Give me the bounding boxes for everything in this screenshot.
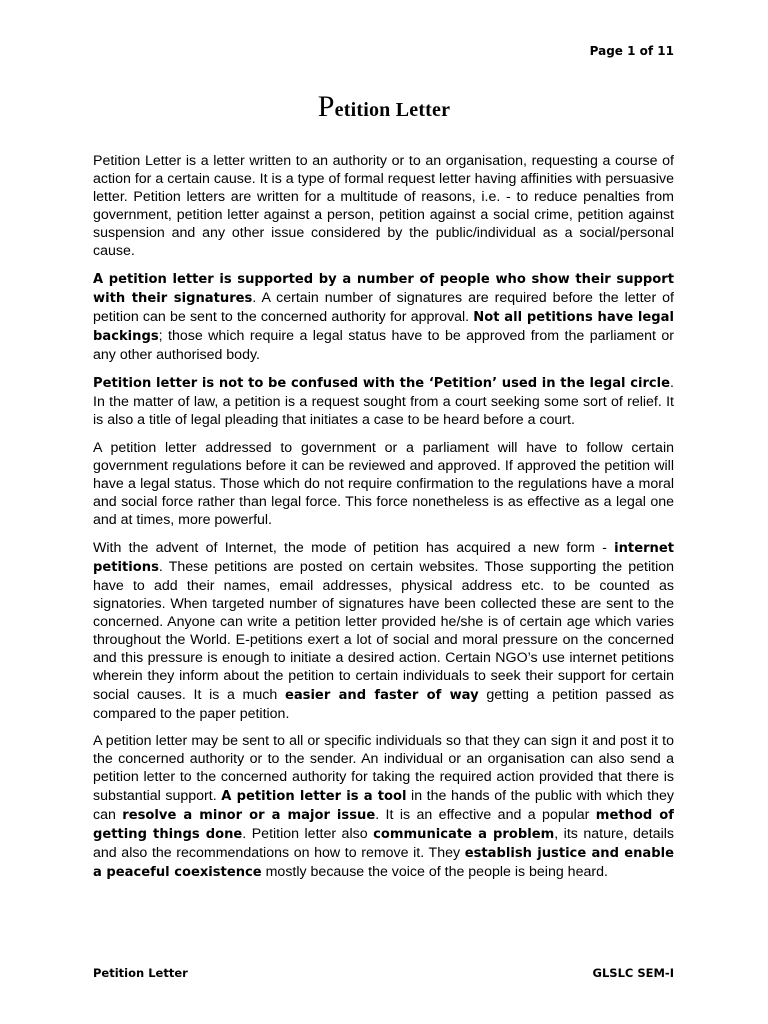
body-text: A petition letter may be sent to all or specific individuals so that they can sign it and post it to the concerned authority or to the sender. An individual or an organisation can also send a petition letter to the concerned authority for taking the required action provided that there is substantial support. — [93, 733, 674, 804]
body-text: Petition Letter is a letter written to an authority or to an organisation, requesting a course of action for a certain cause. It is a type of formal request letter having affinities with persuasive letter. Petition letters are written for a multitude of reasons, i.e. - to reduce penalties from government, petition letter against a person, petition against a social crime, petition against suspension and any other issue considered by the public/individual as a social/personal cause. — [93, 153, 674, 260]
body-text: , its nature, details and also the recommendations on how to remove it. They — [93, 825, 675, 861]
emphasis-text: communicate a problem — [373, 826, 555, 842]
emphasis-text: resolve a minor or a major issue — [122, 807, 376, 823]
title-initial: P — [317, 90, 335, 123]
body-text: A petition letter addressed to government or a parliament will have to follow certain government regulations before it can be reviewed and approved. If approved the petition will have a legal status. Those which do not require confirmation to the regulations have a moral and social force rather than legal force. This force nonetheless is as effective as a legal one and at times, more powerful. — [93, 439, 674, 529]
title-rest: etition Letter — [334, 99, 451, 121]
paragraph — [93, 270, 674, 364]
emphasis-text: Not all petitions have legal backings — [93, 310, 674, 345]
document-body — [93, 152, 674, 891]
body-text: in the hands of the public with which they can — [93, 787, 675, 823]
body-text: . These petitions are posted on certain websites. Those supporting the petition have to add their names, email addresses, physical address etc. to be counted as signatories. When targeted number of signatures have been collected these are sent to the concerned. Anyone can write a petition letter provided he/she is of certain age which varies throughout the World. E-petitions exert a lot of social and moral pressure on the concerned and this pressure is enough to initiate a desired action. Certain NGO’s use internet petitions wherein they inform about the petition to certain individuals to seek their support for certain social causes. It is a much — [93, 558, 674, 703]
emphasis-text: internet petitions — [93, 540, 674, 575]
body-text: . It is an effective and a popular — [375, 806, 596, 823]
paragraph — [93, 439, 674, 529]
body-text: . In the matter of law, a petition is a request sought from a court seeking some sort of relief. It is also a title of legal pleading that initiates a case to be heard before a court. — [93, 375, 674, 429]
page-number: Page 1 of 11 — [589, 44, 674, 58]
emphasis-text: A petition letter is a tool — [221, 788, 407, 804]
body-text: getting a petition passed as compared to the paper petition. — [93, 686, 675, 722]
body-text: mostly because the voice of the people is being heard. — [261, 863, 608, 880]
emphasis-text: A petition letter is supported by a number of people who show their support with their signatures — [93, 272, 674, 307]
footer-title: Petition Letter — [93, 966, 188, 980]
body-text: . Petition letter also — [242, 825, 374, 842]
emphasis-text: Petition letter is not to be confused with the ‘Petition’ used in the legal circle — [93, 376, 671, 392]
emphasis-text: establish justice and enable a peaceful coexistence — [93, 845, 675, 880]
footer-course: GLSLC SEM-I — [592, 966, 674, 980]
emphasis-text: easier and faster of way — [284, 687, 479, 703]
body-text: . A certain number of signatures are required before the letter of petition can be sent to the concerned authority for approval. — [93, 290, 674, 326]
paragraph — [93, 374, 674, 429]
body-text: ; those which require a legal status have to be approved from the parliament or any other authorised body. — [93, 328, 674, 364]
paragraph — [93, 152, 674, 261]
paragraph — [93, 732, 674, 882]
document-title — [0, 90, 768, 124]
emphasis-text: method of getting things done — [93, 807, 674, 842]
body-text: With the advent of Internet, the mode of petition has acquired a new form - — [93, 539, 615, 556]
paragraph — [93, 539, 674, 723]
